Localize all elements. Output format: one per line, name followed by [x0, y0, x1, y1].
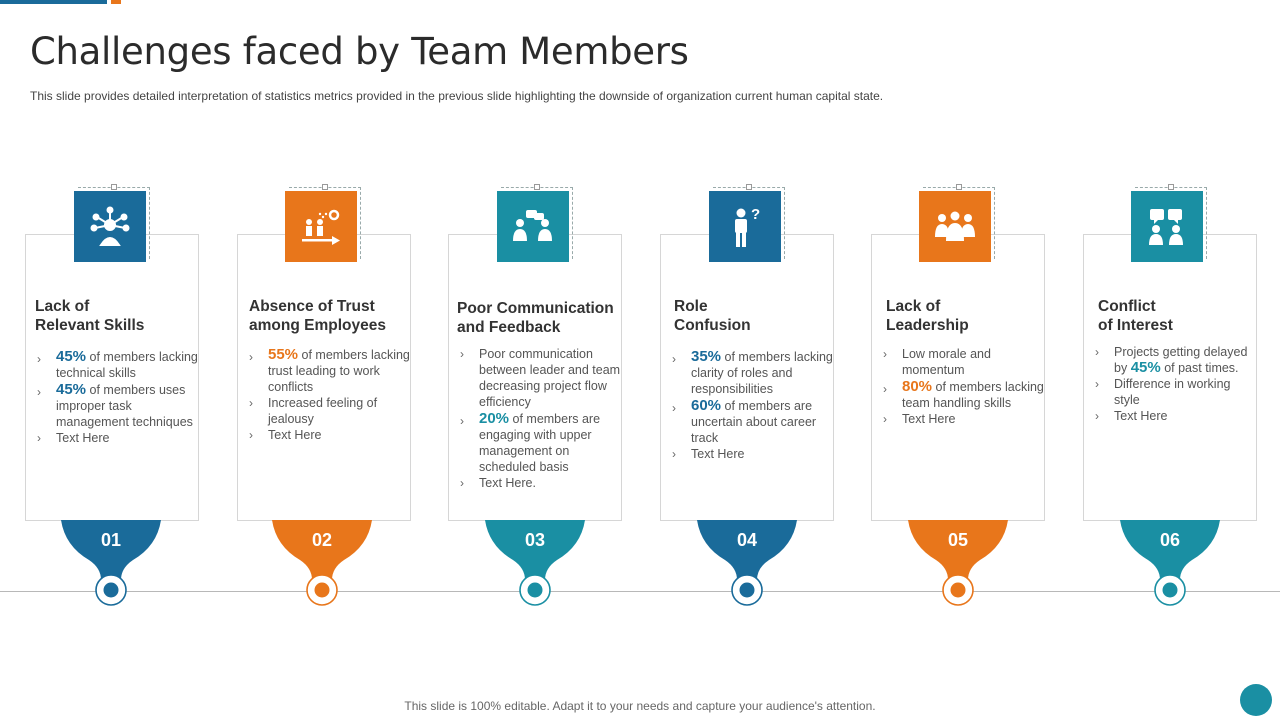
- stat-percent: 20%: [479, 410, 510, 427]
- bullet-text: of members lacking technical skills: [56, 350, 198, 380]
- group-people-icon: [919, 191, 991, 262]
- bullet-text: of members lacking trust leading to work conflicts: [268, 348, 410, 394]
- step-number: 06: [1159, 530, 1181, 550]
- card-bullet: [881, 346, 1046, 378]
- card-bullet: [247, 427, 412, 443]
- card-bullet-list: [247, 347, 412, 443]
- bullet-text: of members are engaging with upper management on scheduled basis: [479, 412, 601, 474]
- chevron-right-icon: ›: [883, 382, 887, 396]
- bullet-text: Increased feeling of jealousy: [268, 396, 378, 426]
- card-bullet-list: [670, 349, 835, 462]
- card-title: Poor Communication and Feedback: [457, 300, 614, 336]
- bullet-text: Projects getting delayed by: [1114, 345, 1248, 375]
- step-number: 05: [947, 530, 969, 550]
- card-bullet: [881, 411, 1046, 427]
- bullet-text: of members lacking team handling skills: [902, 380, 1044, 410]
- top-accent-bar-orange: [111, 0, 121, 4]
- person-question-icon: [709, 191, 781, 262]
- card-bullet: [247, 347, 412, 395]
- challenge-card: [237, 234, 411, 521]
- stat-percent: 45%: [56, 381, 87, 398]
- frame-handle: [534, 184, 540, 190]
- card-title: Absence of Trust among Employees: [249, 298, 386, 334]
- bullet-text: Text Here: [56, 431, 110, 445]
- card-bullet: [35, 430, 200, 446]
- challenge-card: [660, 234, 834, 521]
- stat-percent: 80%: [902, 378, 933, 395]
- two-people-chat-icon: [1131, 191, 1203, 262]
- card-bullet: [670, 349, 835, 397]
- stat-percent: 60%: [691, 397, 722, 414]
- card-bullet-list: [458, 346, 623, 491]
- chevron-right-icon: ›: [672, 447, 676, 461]
- card-bullet: [35, 382, 200, 430]
- card-title: Lack of Relevant Skills: [35, 298, 145, 334]
- card-bullet: [1093, 408, 1258, 424]
- bullet-text: Text Here: [268, 428, 322, 442]
- people-conversation-icon: [497, 191, 569, 262]
- card-bullet: [35, 349, 200, 381]
- chevron-right-icon: ›: [460, 476, 464, 490]
- step-number: 04: [736, 530, 758, 550]
- chevron-right-icon: ›: [37, 385, 41, 399]
- card-bullet: [881, 379, 1046, 411]
- stat-percent: 45%: [56, 348, 87, 365]
- challenge-card: [448, 234, 622, 521]
- network-person-icon: [74, 191, 146, 262]
- chevron-right-icon: ›: [883, 347, 887, 361]
- chevron-right-icon: ›: [1095, 345, 1099, 359]
- corner-decoration: [1240, 684, 1272, 716]
- chevron-right-icon: ›: [249, 396, 253, 410]
- card-bullet: [247, 395, 412, 427]
- chevron-right-icon: ›: [883, 412, 887, 426]
- card-title: Conflict of Interest: [1098, 298, 1173, 334]
- card-bullet: [1093, 344, 1258, 376]
- card-bullet-list: [35, 349, 200, 446]
- card-bullet: [458, 411, 623, 475]
- page-title: Challenges faced by Team Members: [30, 30, 689, 73]
- bullet-text: of members lacking clarity of roles and responsibilities: [691, 350, 833, 396]
- step-number: 01: [100, 530, 122, 550]
- bullet-text: Difference in working style: [1114, 377, 1231, 407]
- frame-handle: [111, 184, 117, 190]
- chevron-right-icon: ›: [37, 431, 41, 445]
- chevron-right-icon: ›: [1095, 409, 1099, 423]
- card-bullet: [670, 446, 835, 462]
- bullet-text: Text Here: [902, 412, 956, 426]
- challenge-card: [25, 234, 199, 521]
- timeline-line: [0, 591, 1280, 592]
- card-bullet-list: [1093, 344, 1258, 424]
- stat-percent: 45%: [1130, 359, 1161, 376]
- team-conflict-icon: [285, 191, 357, 262]
- svg-text:?: ?: [751, 205, 761, 223]
- card-title: Role Confusion: [674, 298, 751, 334]
- top-accent-bar-blue: [0, 0, 107, 4]
- page-subtitle: This slide provides detailed interpretation of statistics metrics provided in the previous slide highlighting the downside of organization current human capital state.: [30, 89, 884, 103]
- chevron-right-icon: ›: [37, 352, 41, 366]
- chevron-right-icon: ›: [249, 428, 253, 442]
- card-bullet: [458, 475, 623, 491]
- chevron-right-icon: ›: [1095, 377, 1099, 391]
- bullet-text: of past times.: [1160, 361, 1239, 375]
- footer-note: This slide is 100% editable. Adapt it to your needs and capture your audience's attention.: [404, 699, 876, 713]
- frame-handle: [956, 184, 962, 190]
- step-number: 02: [311, 530, 333, 550]
- bullet-text: Poor communication between leader and team decreasing project flow efficiency: [479, 347, 621, 409]
- frame-handle: [322, 184, 328, 190]
- card-bullet: [1093, 376, 1258, 408]
- challenge-card: [1083, 234, 1257, 521]
- chevron-right-icon: ›: [460, 414, 464, 428]
- card-bullet-list: [881, 346, 1046, 427]
- frame-handle: [1168, 184, 1174, 190]
- challenge-card: [871, 234, 1045, 521]
- bullet-text: Text Here.: [479, 476, 536, 490]
- chevron-right-icon: ›: [672, 352, 676, 366]
- bullet-text: Low morale and momentum: [902, 347, 991, 377]
- stat-percent: 55%: [268, 346, 299, 363]
- bullet-text: of members uses improper task management techniques: [56, 383, 193, 429]
- step-number: 03: [524, 530, 546, 550]
- stat-percent: 35%: [691, 348, 722, 365]
- card-bullet: [670, 398, 835, 446]
- card-bullet: [458, 346, 623, 410]
- frame-handle: [746, 184, 752, 190]
- chevron-right-icon: ›: [249, 350, 253, 364]
- card-title: Lack of Leadership: [886, 298, 969, 334]
- bullet-text: Text Here: [1114, 409, 1168, 423]
- chevron-right-icon: ›: [460, 347, 464, 361]
- chevron-right-icon: ›: [672, 401, 676, 415]
- bullet-text: of members are uncertain about career track: [691, 399, 817, 445]
- bullet-text: Text Here: [691, 447, 745, 461]
